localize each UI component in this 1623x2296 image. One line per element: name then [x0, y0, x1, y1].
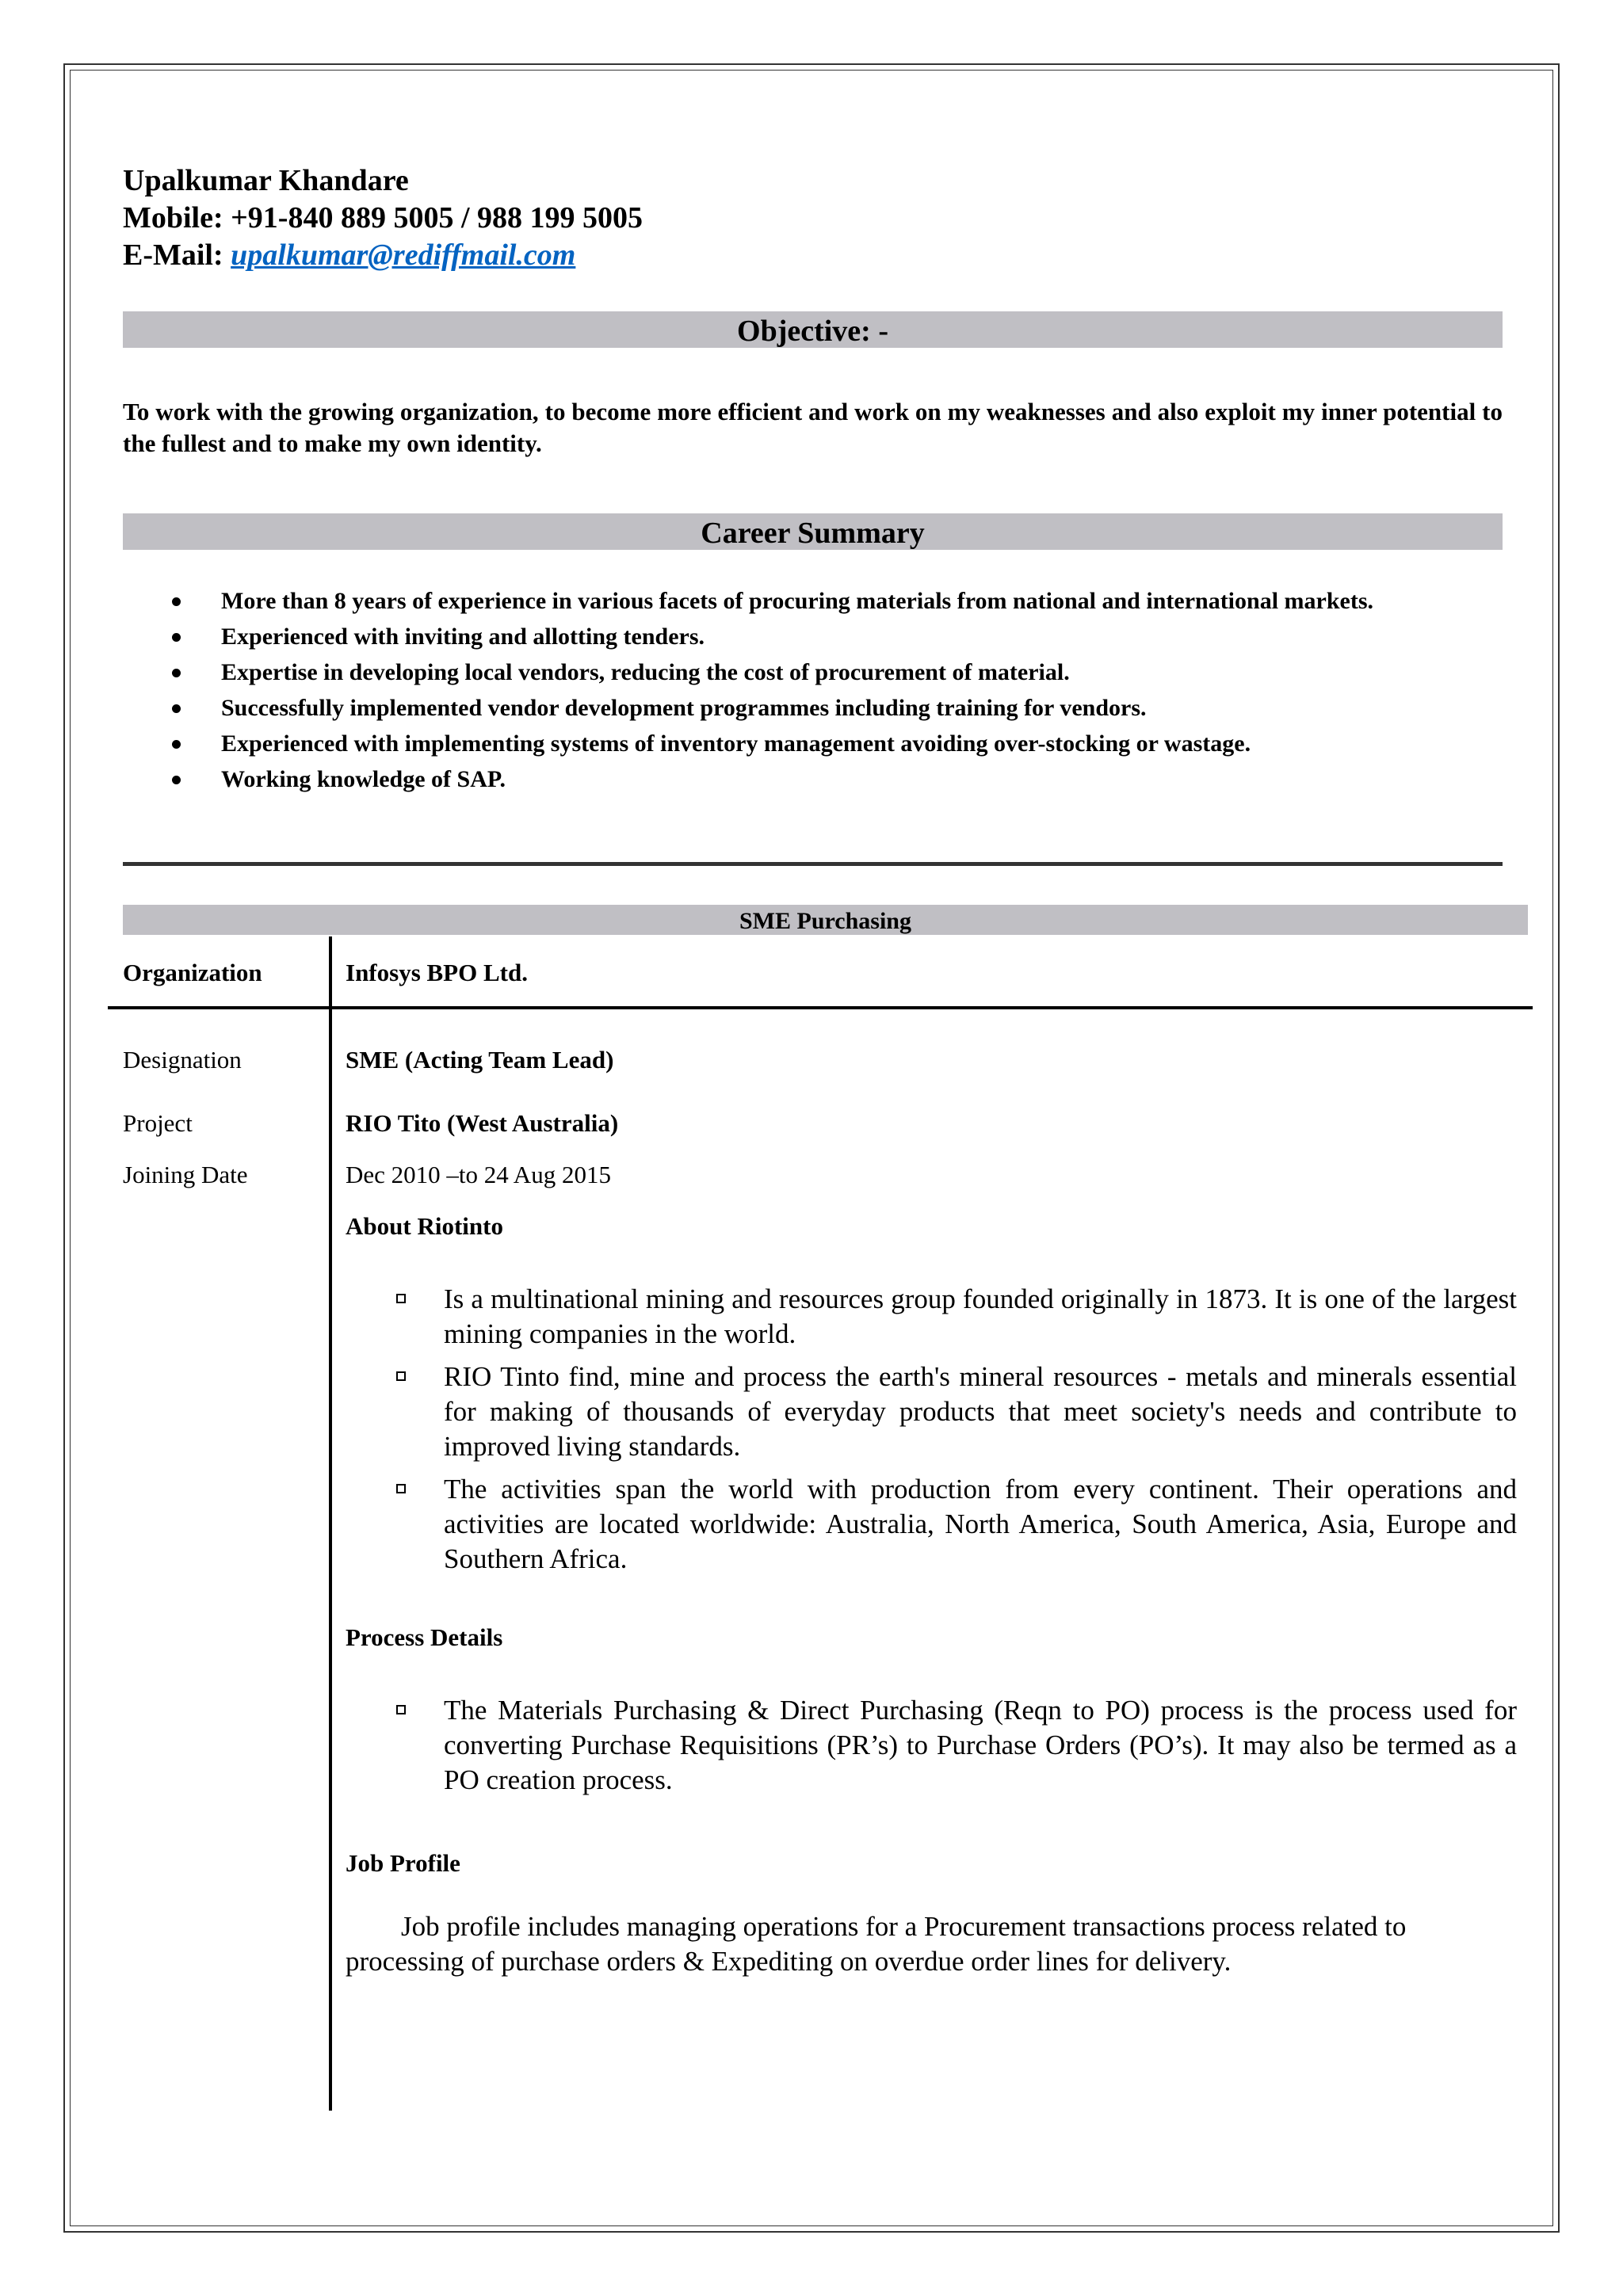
job-profile-body: Job profile includes managing operations for a Procurement transactions process related to processing of purchase orders & Expediting on overdue order lines for delivery.: [346, 1911, 1407, 1977]
email-label: E-Mail:: [123, 238, 231, 272]
career-summary-list: [123, 585, 1503, 799]
bullet-dot-icon: [172, 597, 181, 606]
table-horizontal-rule: [108, 1006, 1533, 1009]
designation-label: Designation: [123, 1046, 242, 1074]
bullet-dot-icon: [172, 669, 181, 677]
about-item-text: RIO Tinto find, mine and process the earth's mineral resources - metals and minerals essential for making of thousands of everyday products that meet society's needs and contribute to improved living standards.: [444, 1361, 1517, 1462]
about-item: [346, 1472, 1517, 1577]
joining-date-label: Joining Date: [123, 1161, 248, 1188]
project-label: Project: [123, 1109, 193, 1137]
section-divider: [123, 862, 1503, 866]
about-item-text: The activities span the world with production from every continent. Their operations and activities are located worldwide: Australia, North America, South America, Asia, Europe and Southern Africa.: [444, 1474, 1517, 1574]
mobile-line: Mobile: +91-840 889 5005 / 988 199 5005: [123, 201, 643, 235]
bullet-dot-icon: [172, 740, 181, 749]
about-heading: About Riotinto: [346, 1212, 503, 1240]
about-item: [346, 1360, 1517, 1464]
organization-value: Infosys BPO Ltd.: [346, 959, 528, 986]
square-bullet-icon: [396, 1294, 406, 1303]
objective-text: To work with the growing organization, to become more efficient and work on my weaknesses and also exploit my inner potential to the fullest and to make my own identity.: [123, 398, 1503, 457]
about-list: [346, 1282, 1517, 1585]
email-link[interactable]: upalkumar@rediffmail.com: [231, 238, 576, 272]
square-bullet-icon: [396, 1371, 406, 1381]
summary-item: [123, 656, 1503, 689]
objective-heading: Objective: -: [123, 311, 1503, 348]
summary-item-text: Successfully implemented vendor development programmes including training for vendors.: [221, 695, 1147, 721]
summary-item: [123, 763, 1503, 796]
square-bullet-icon: [396, 1484, 406, 1493]
job-profile-heading: Job Profile: [346, 1849, 460, 1877]
about-item-text: Is a multinational mining and resources group founded originally in 1873. It is one of the largest mining companies in the world.: [444, 1283, 1517, 1349]
organization-label: Organization: [123, 959, 262, 986]
table-vertical-rule: [329, 936, 332, 2111]
job-title-bar: SME Purchasing: [123, 905, 1528, 935]
process-item-text: The Materials Purchasing & Direct Purchasing (Reqn to PO) process is the process used for converting Purchase Requisitions (PR’s) to Purchase Orders (PO’s). It may also be termed as a PO creation process.: [444, 1695, 1517, 1795]
summary-item: [123, 692, 1503, 725]
summary-item-text: Experienced with implementing systems of inventory management avoiding over-stocking or wastage.: [221, 730, 1251, 757]
joining-date-value: Dec 2010 –to 24 Aug 2015: [346, 1161, 611, 1188]
summary-item-text: More than 8 years of experience in various facets of procuring materials from national and international markets.: [221, 588, 1374, 614]
process-heading: Process Details: [346, 1623, 503, 1651]
summary-item: [123, 727, 1503, 761]
candidate-name: Upalkumar Khandare: [123, 164, 409, 197]
career-summary-heading: Career Summary: [123, 513, 1503, 550]
job-profile-text: [346, 1909, 1518, 1979]
summary-item: [123, 585, 1503, 618]
bullet-dot-icon: [172, 704, 181, 713]
square-bullet-icon: [396, 1705, 406, 1714]
project-value: RIO Tito (West Australia): [346, 1109, 619, 1137]
process-list: [346, 1693, 1517, 1806]
bullet-dot-icon: [172, 633, 181, 642]
page-border-inner: [70, 70, 1553, 2226]
summary-item-text: Experienced with inviting and allotting tenders.: [221, 624, 705, 650]
summary-item-text: Working knowledge of SAP.: [221, 766, 506, 792]
summary-item-text: Expertise in developing local vendors, reducing the cost of procurement of material.: [221, 659, 1070, 685]
process-item: [346, 1693, 1517, 1798]
about-item: [346, 1282, 1517, 1352]
summary-item: [123, 620, 1503, 654]
bullet-dot-icon: [172, 776, 181, 784]
email-line: [123, 237, 575, 273]
designation-value: SME (Acting Team Lead): [346, 1046, 614, 1074]
